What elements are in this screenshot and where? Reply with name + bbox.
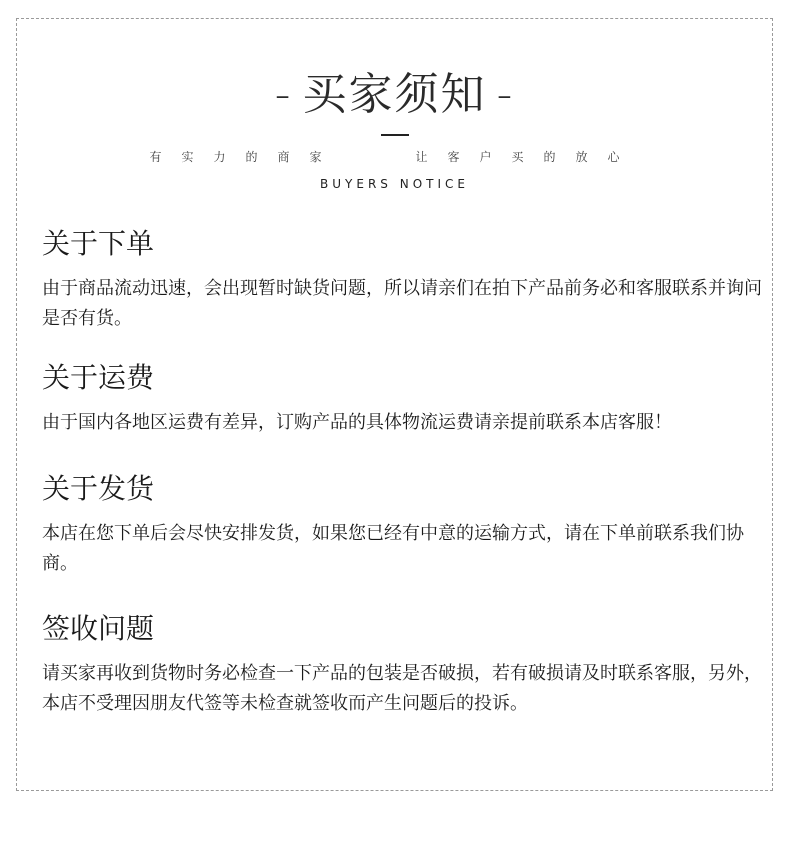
page-title (16, 60, 773, 130)
section-receipt (42, 609, 762, 719)
section-heading: 关于发货 (42, 472, 155, 505)
section-body: 由于国内各地区运费有差异，订购产品的具体物流运费请亲提前联系本店客服！ (42, 412, 672, 433)
subtitle-english: BUYERS NOTICE (320, 177, 469, 191)
section-body: 本店在您下单后会尽快安排发货，如果您已经有中意的运输方式，请在下单前联系我们协商。 (42, 523, 744, 574)
section-heading: 签收问题 (42, 612, 155, 645)
section-body: 由于商品流动迅速，会出现暂时缺货问题，所以请亲们在拍下产品前务必和客服联系并询问是否有货。 (42, 278, 762, 329)
slogan-left: 有实力的商家 (149, 150, 342, 164)
title-text: 买家须知 (302, 69, 487, 120)
slogan (16, 148, 773, 165)
section-body: 请买家再收到货物时务必检查一下产品的包装是否破损，若有破损请及时联系客服，另外，本店不受理因朋友代签等未检查就签收而产生问题后的投诉。 (42, 663, 762, 714)
slogan-right: 让客户买的放心 (415, 150, 640, 164)
section-heading: 关于运费 (42, 361, 155, 394)
title-dash-right: - (496, 69, 515, 120)
section-delivery (42, 469, 762, 579)
section-heading: 关于下单 (42, 227, 155, 260)
title-dash-left: - (274, 69, 293, 120)
section-order (42, 224, 762, 334)
notice-header (16, 60, 773, 191)
section-shipping-fee (42, 358, 762, 438)
title-underline (381, 134, 409, 136)
